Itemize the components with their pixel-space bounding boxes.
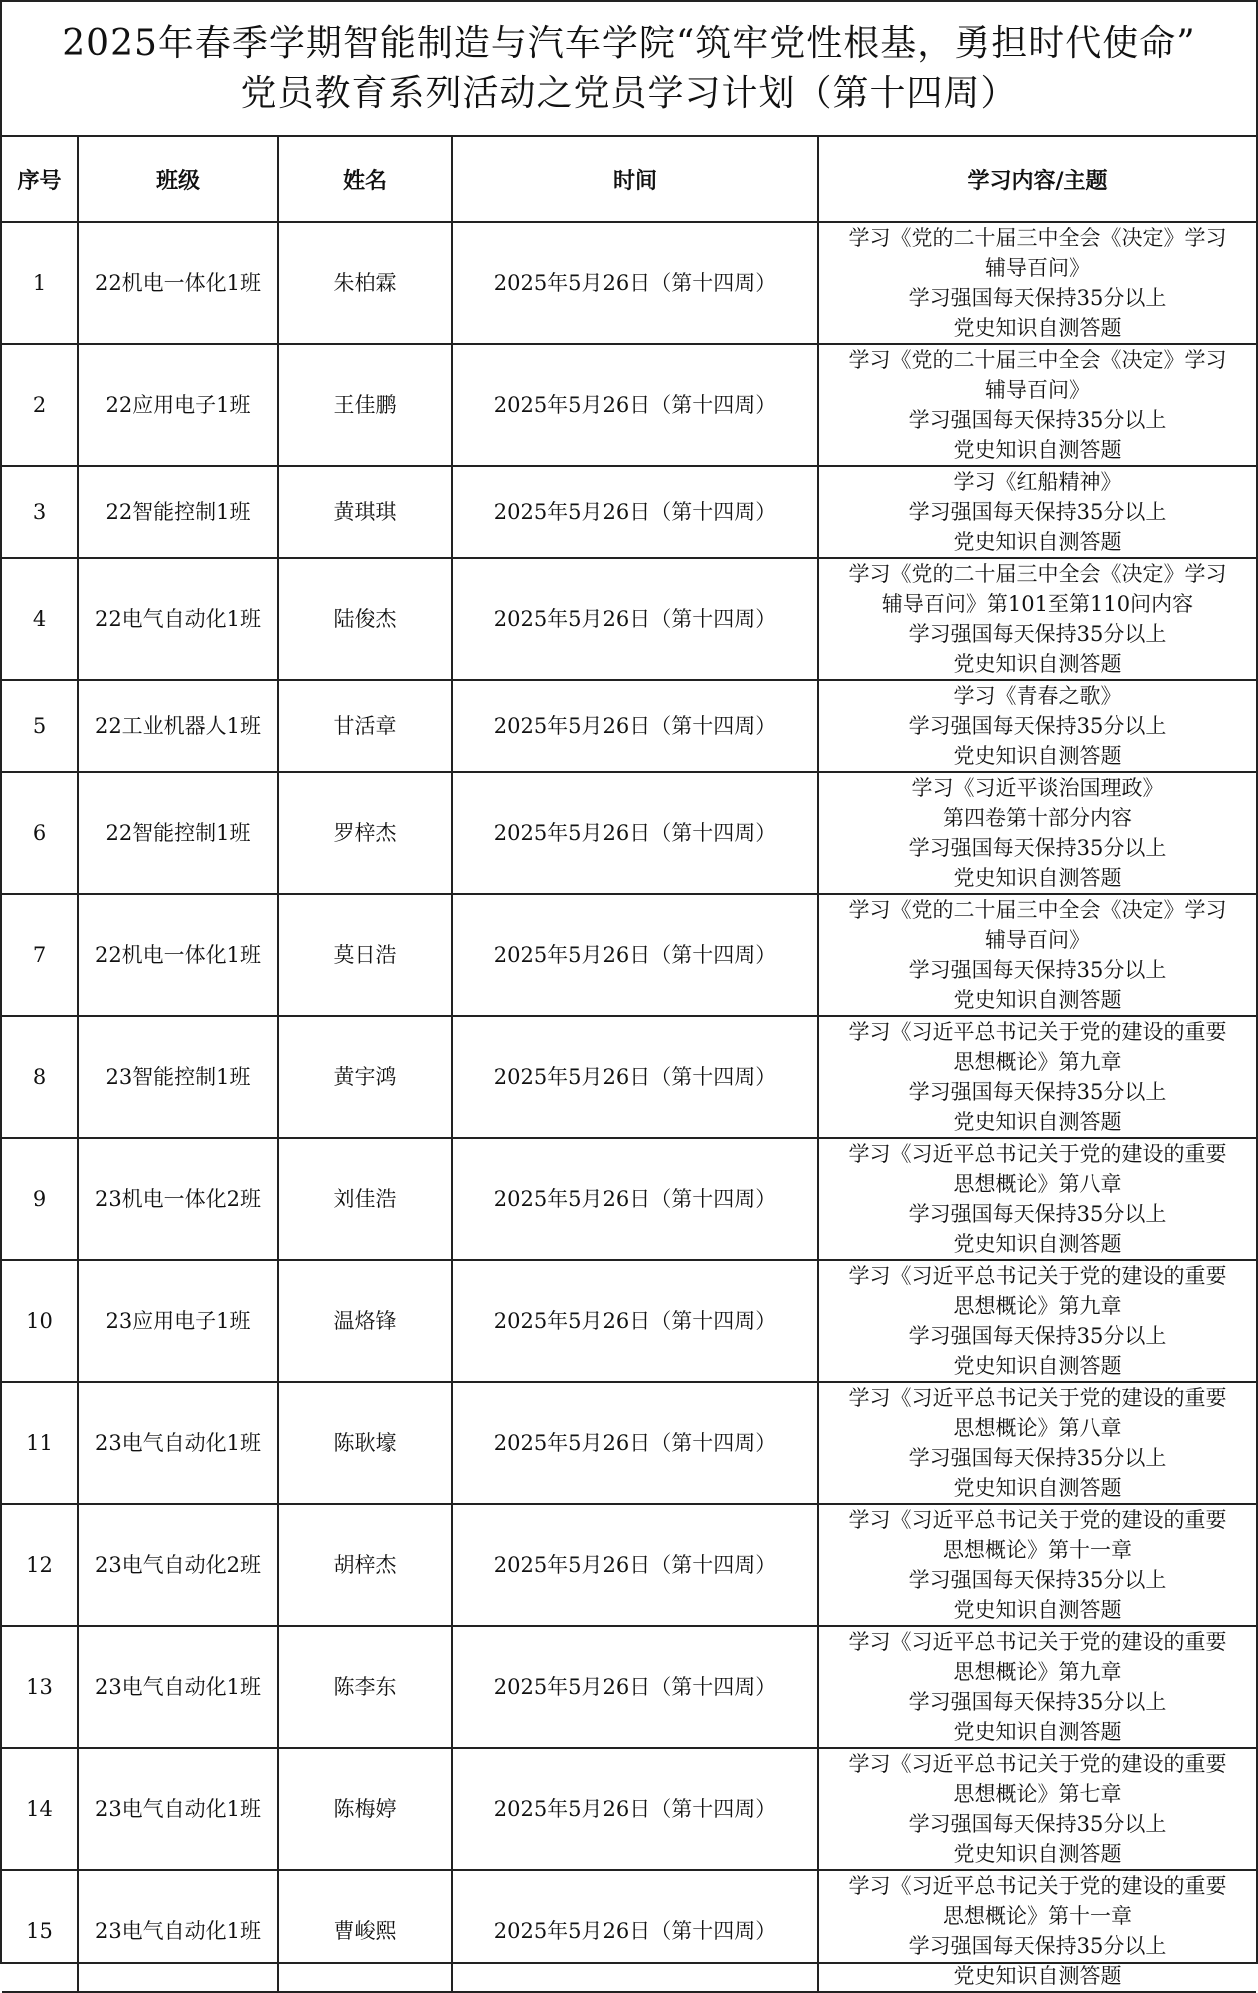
cell-name: 王佳鹏 xyxy=(278,344,452,466)
cell-content xyxy=(818,466,1256,558)
content-line: 思想概论》第八章 xyxy=(953,1172,1122,1196)
table-row xyxy=(2,1138,1256,1260)
content-line: 学习《党的二十届三中全会《决定》学习 xyxy=(848,898,1227,922)
content-line: 学习《习近平总书记关于党的建设的重要 xyxy=(848,1508,1227,1532)
content-line: 思想概论》第十一章 xyxy=(943,1904,1132,1928)
cell-time: 2025年5月26日（第十四周） xyxy=(452,1382,818,1504)
cell-time: 2025年5月26日（第十四周） xyxy=(452,222,818,344)
study-plan-table xyxy=(2,137,1256,1993)
cell-content xyxy=(818,1260,1256,1382)
cell-no: 5 xyxy=(2,680,78,772)
cell-content xyxy=(818,1748,1256,1870)
cell-content xyxy=(818,894,1256,1016)
header-name: 姓名 xyxy=(278,137,452,222)
content-line: 学习强国每天保持35分以上 xyxy=(908,714,1167,738)
cell-name: 刘佳浩 xyxy=(278,1138,452,1260)
content-line: 学习《党的二十届三中全会《决定》学习 xyxy=(848,348,1227,372)
content-line: 党史知识自测答题 xyxy=(953,1232,1122,1256)
content-line: 学习强国每天保持35分以上 xyxy=(908,1324,1167,1348)
table-row xyxy=(2,894,1256,1016)
content-line: 学习强国每天保持35分以上 xyxy=(908,1812,1167,1836)
content-line: 党史知识自测答题 xyxy=(953,866,1122,890)
title-line-2: 党员教育系列活动之党员学习计划（第十四周） xyxy=(240,72,1018,114)
content-line: 学习强国每天保持35分以上 xyxy=(908,622,1167,646)
cell-class: 23电气自动化1班 xyxy=(78,1626,278,1748)
cell-class: 22工业机器人1班 xyxy=(78,680,278,772)
content-line: 党史知识自测答题 xyxy=(953,1964,1122,1988)
cell-content xyxy=(818,558,1256,680)
content-line: 党史知识自测答题 xyxy=(953,1354,1122,1378)
cell-class: 22智能控制1班 xyxy=(78,466,278,558)
content-line: 学习《习近平总书记关于党的建设的重要 xyxy=(848,1020,1227,1044)
cell-time: 2025年5月26日（第十四周） xyxy=(452,680,818,772)
cell-name: 陆俊杰 xyxy=(278,558,452,680)
cell-time: 2025年5月26日（第十四周） xyxy=(452,1748,818,1870)
content-line: 学习强国每天保持35分以上 xyxy=(908,836,1167,860)
cell-no: 10 xyxy=(2,1260,78,1382)
cell-time: 2025年5月26日（第十四周） xyxy=(452,772,818,894)
cell-content xyxy=(818,1626,1256,1748)
content-line: 学习《青春之歌》 xyxy=(953,684,1122,708)
content-line: 思想概论》第十一章 xyxy=(943,1538,1132,1562)
table-row xyxy=(2,1870,1256,1992)
content-line: 学习《习近平总书记关于党的建设的重要 xyxy=(848,1630,1227,1654)
cell-no: 3 xyxy=(2,466,78,558)
header-class: 班级 xyxy=(78,137,278,222)
content-line: 学习强国每天保持35分以上 xyxy=(908,1080,1167,1104)
cell-time: 2025年5月26日（第十四周） xyxy=(452,1016,818,1138)
cell-time: 2025年5月26日（第十四周） xyxy=(452,1626,818,1748)
table-row xyxy=(2,1260,1256,1382)
cell-no: 12 xyxy=(2,1504,78,1626)
cell-class: 23电气自动化1班 xyxy=(78,1748,278,1870)
cell-no: 11 xyxy=(2,1382,78,1504)
cell-name: 朱柏霖 xyxy=(278,222,452,344)
cell-no: 9 xyxy=(2,1138,78,1260)
cell-time: 2025年5月26日（第十四周） xyxy=(452,894,818,1016)
content-line: 学习强国每天保持35分以上 xyxy=(908,286,1167,310)
cell-content xyxy=(818,1016,1256,1138)
content-line: 党史知识自测答题 xyxy=(953,1598,1122,1622)
cell-no: 4 xyxy=(2,558,78,680)
cell-name: 莫日浩 xyxy=(278,894,452,1016)
cell-name: 罗梓杰 xyxy=(278,772,452,894)
content-line: 辅导百问》第101至第110问内容 xyxy=(881,592,1194,616)
cell-content xyxy=(818,1504,1256,1626)
content-line: 党史知识自测答题 xyxy=(953,316,1122,340)
table-row xyxy=(2,466,1256,558)
cell-name: 陈梅婷 xyxy=(278,1748,452,1870)
content-line: 学习《党的二十届三中全会《决定》学习 xyxy=(848,562,1227,586)
content-line: 党史知识自测答题 xyxy=(953,1842,1122,1866)
content-line: 学习强国每天保持35分以上 xyxy=(908,408,1167,432)
table-row xyxy=(2,772,1256,894)
table-row xyxy=(2,558,1256,680)
content-line: 学习强国每天保持35分以上 xyxy=(908,500,1167,524)
content-line: 党史知识自测答题 xyxy=(953,988,1122,1012)
cell-time: 2025年5月26日（第十四周） xyxy=(452,1870,818,1992)
content-line: 党史知识自测答题 xyxy=(953,1110,1122,1134)
content-line: 辅导百问》 xyxy=(985,928,1090,952)
cell-no: 14 xyxy=(2,1748,78,1870)
cell-content xyxy=(818,344,1256,466)
cell-name: 陈李东 xyxy=(278,1626,452,1748)
cell-content xyxy=(818,680,1256,772)
cell-time: 2025年5月26日（第十四周） xyxy=(452,558,818,680)
cell-content xyxy=(818,1138,1256,1260)
cell-no: 1 xyxy=(2,222,78,344)
cell-class: 23机电一体化2班 xyxy=(78,1138,278,1260)
content-line: 思想概论》第九章 xyxy=(953,1660,1122,1684)
content-line: 学习《红船精神》 xyxy=(953,470,1122,494)
cell-time: 2025年5月26日（第十四周） xyxy=(452,1138,818,1260)
table-row xyxy=(2,1626,1256,1748)
content-line: 辅导百问》 xyxy=(985,378,1090,402)
cell-no: 8 xyxy=(2,1016,78,1138)
cell-name: 黄琪琪 xyxy=(278,466,452,558)
cell-class: 23电气自动化2班 xyxy=(78,1504,278,1626)
content-line: 思想概论》第九章 xyxy=(953,1294,1122,1318)
content-line: 学习强国每天保持35分以上 xyxy=(908,1202,1167,1226)
cell-name: 陈耿壕 xyxy=(278,1382,452,1504)
header-time: 时间 xyxy=(452,137,818,222)
content-line: 学习强国每天保持35分以上 xyxy=(908,1568,1167,1592)
content-line: 学习强国每天保持35分以上 xyxy=(908,1934,1167,1958)
header-no: 序号 xyxy=(2,137,78,222)
content-line: 党史知识自测答题 xyxy=(953,530,1122,554)
table-header-row xyxy=(2,137,1256,222)
table-row xyxy=(2,1504,1256,1626)
table-body xyxy=(2,222,1256,1992)
content-line: 党史知识自测答题 xyxy=(953,1720,1122,1744)
table-row xyxy=(2,1748,1256,1870)
cell-class: 23电气自动化1班 xyxy=(78,1870,278,1992)
content-line: 学习强国每天保持35分以上 xyxy=(908,1690,1167,1714)
content-line: 党史知识自测答题 xyxy=(953,1476,1122,1500)
cell-content xyxy=(818,1870,1256,1992)
cell-name: 胡梓杰 xyxy=(278,1504,452,1626)
cell-time: 2025年5月26日（第十四周） xyxy=(452,1504,818,1626)
content-line: 学习《习近平总书记关于党的建设的重要 xyxy=(848,1142,1227,1166)
table-row xyxy=(2,222,1256,344)
title-line-1: 2025年春季学期智能制造与汽车学院“筑牢党性根基，勇担时代使命” xyxy=(62,22,1196,64)
cell-no: 15 xyxy=(2,1870,78,1992)
cell-name: 曹峻熙 xyxy=(278,1870,452,1992)
content-line: 党史知识自测答题 xyxy=(953,438,1122,462)
content-line: 学习《习近平总书记关于党的建设的重要 xyxy=(848,1752,1227,1776)
cell-name: 黄宇鸿 xyxy=(278,1016,452,1138)
cell-class: 22智能控制1班 xyxy=(78,772,278,894)
cell-name: 甘活章 xyxy=(278,680,452,772)
cell-no: 13 xyxy=(2,1626,78,1748)
cell-class: 22应用电子1班 xyxy=(78,344,278,466)
table-row xyxy=(2,1382,1256,1504)
content-line: 辅导百问》 xyxy=(985,256,1090,280)
cell-content xyxy=(818,222,1256,344)
cell-no: 7 xyxy=(2,894,78,1016)
cell-time: 2025年5月26日（第十四周） xyxy=(452,466,818,558)
document-title xyxy=(2,0,1256,137)
content-line: 第四卷第十部分内容 xyxy=(943,806,1132,830)
content-line: 学习《习近平总书记关于党的建设的重要 xyxy=(848,1874,1227,1898)
content-line: 学习《习近平总书记关于党的建设的重要 xyxy=(848,1264,1227,1288)
cell-class: 22机电一体化1班 xyxy=(78,222,278,344)
table-row xyxy=(2,1016,1256,1138)
content-line: 学习《习近平总书记关于党的建设的重要 xyxy=(848,1386,1227,1410)
content-line: 学习强国每天保持35分以上 xyxy=(908,1446,1167,1470)
content-line: 思想概论》第九章 xyxy=(953,1050,1122,1074)
cell-name: 温烙锋 xyxy=(278,1260,452,1382)
content-line: 学习强国每天保持35分以上 xyxy=(908,958,1167,982)
cell-class: 23智能控制1班 xyxy=(78,1016,278,1138)
table-row xyxy=(2,344,1256,466)
cell-class: 23电气自动化1班 xyxy=(78,1382,278,1504)
cell-content xyxy=(818,772,1256,894)
content-line: 思想概论》第八章 xyxy=(953,1416,1122,1440)
content-line: 思想概论》第七章 xyxy=(953,1782,1122,1806)
cell-time: 2025年5月26日（第十四周） xyxy=(452,1260,818,1382)
cell-class: 22机电一体化1班 xyxy=(78,894,278,1016)
header-content: 学习内容/主题 xyxy=(818,137,1256,222)
content-line: 党史知识自测答题 xyxy=(953,744,1122,768)
cell-class: 23应用电子1班 xyxy=(78,1260,278,1382)
cell-no: 2 xyxy=(2,344,78,466)
cell-class: 22电气自动化1班 xyxy=(78,558,278,680)
cell-no: 6 xyxy=(2,772,78,894)
cell-content xyxy=(818,1382,1256,1504)
cell-time: 2025年5月26日（第十四周） xyxy=(452,344,818,466)
content-line: 党史知识自测答题 xyxy=(953,652,1122,676)
table-row xyxy=(2,680,1256,772)
content-line: 学习《党的二十届三中全会《决定》学习 xyxy=(848,226,1227,250)
content-line: 学习《习近平谈治国理政》 xyxy=(911,776,1164,800)
